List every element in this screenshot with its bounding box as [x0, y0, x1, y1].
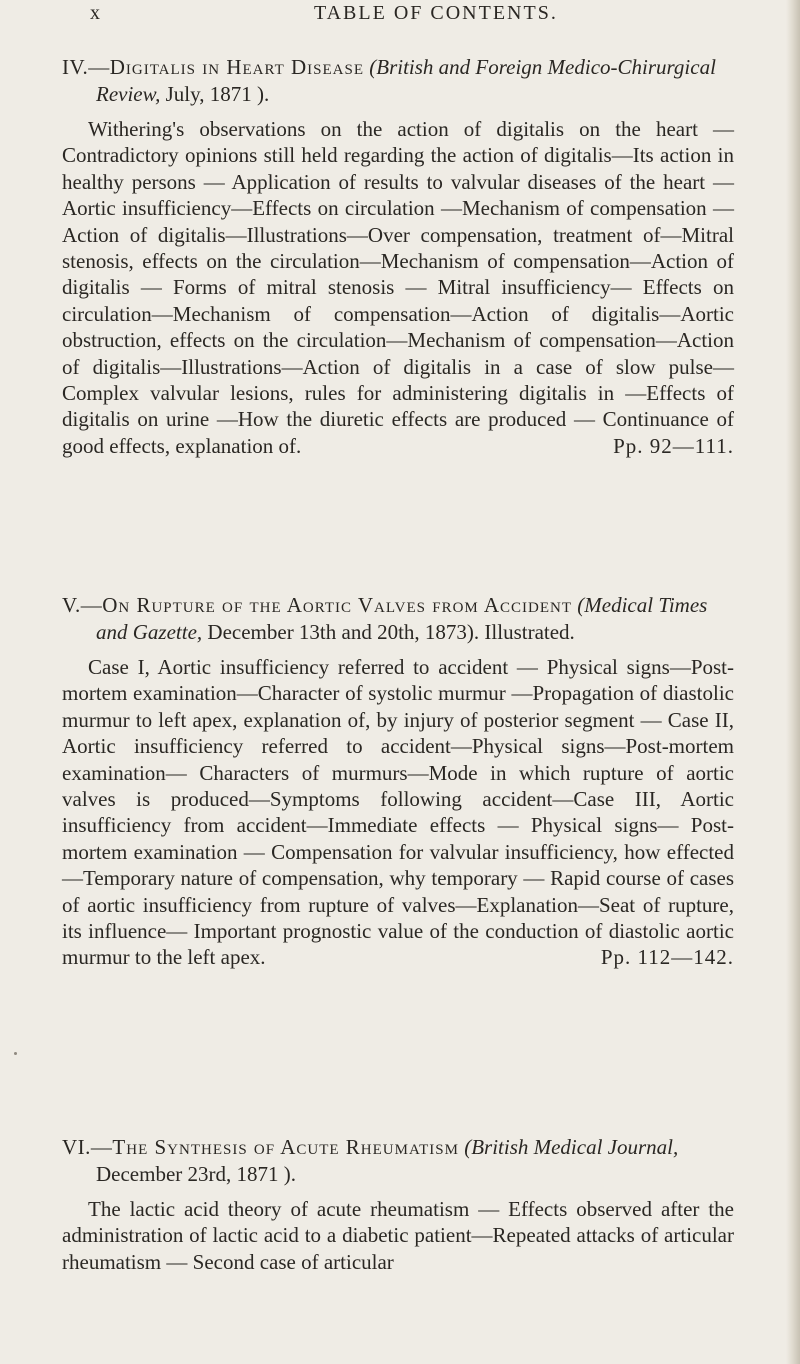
contents-entry-vi: [62, 1134, 734, 1275]
entry-heading: [62, 592, 734, 646]
section-numeral: IV.—: [62, 55, 110, 79]
section-source-date: December 13th and 20th, 1873). Illustrated.: [202, 620, 575, 644]
entry-heading: [62, 1134, 734, 1188]
entry-summary-text: The lactic acid theory of acute rheumatism — Effects observed after the administration of lactic acid to a diabetic patient—Repeated attacks of articular rheumatism — Second case of articular: [62, 1197, 734, 1274]
section-numeral: VI.—: [62, 1135, 113, 1159]
section-numeral: V.—: [62, 593, 103, 617]
contents-entry-v: [62, 592, 734, 971]
section-source: (Medical Times and Gazette,: [96, 593, 708, 644]
section-source-date: July, 1871 ).: [160, 82, 270, 106]
entry-summary-text: Withering's observations on the action of digitalis on the heart —Contradictory opinions still held regarding the action of digitalis—Its action in healthy persons — Application of results to valvular diseases of the heart —Aortic insufficiency—Effects on circulation —Mechanism of compensation — Action of digitalis—Illustrations—Over compensation, treatment of—Mitral stenosis, effects on the circulation—Mechanism of compensation—Action of digitalis — Forms of mitral stenosis — Mitral insufficiency— Effects on circulation—Mechanism of compensation—Action of digitalis—Aortic obstruction, effects on the circulation—Mechanism of compensation—Action of digitalis—Illustrations—Action of digitalis in a case of slow pulse—Complex valvular lesions, rules for administering digitalis in —Effects of digitalis on urine —How the diuretic effects are produced — Continuance of good effects, explanation of.: [62, 117, 734, 458]
section-title: On Rupture of the Aortic Valves from Accident: [102, 593, 573, 617]
page-edge-shadow: [786, 0, 800, 1364]
section-source: (British and Foreign Medico-Chirurgical Review,: [96, 55, 716, 106]
ink-speck: [14, 1052, 17, 1055]
entry-heading: [62, 54, 734, 108]
contents-entry-iv: [62, 54, 734, 459]
entry-summary: [62, 654, 734, 971]
entry-summary: [62, 1196, 734, 1275]
entry-summary: [62, 116, 734, 459]
section-source-date: December 23rd, 1871 ).: [96, 1162, 297, 1186]
section-title: The Synthesis of Acute Rheumatism: [112, 1135, 459, 1159]
page-range: Pp. 92—111.: [613, 433, 734, 458]
running-head: [0, 2, 786, 30]
page-marker: x: [90, 2, 101, 24]
entry-summary-text: Case I, Aortic insufficiency referred to accident — Physical signs—Post-mortem examination—Character of systolic murmur —Propagation of diastolic murmur to left apex, explanation of, by injury of posterior segment — Case II, Aortic insufficiency referred to accident—Physical signs—Post-mortem examination— Characters of murmurs—Mode in which rupture of aortic valves is produced—Symptoms following accident—Case III, Aortic insufficiency from accident—Immediate effects — Physical signs— Post-mortem examination — Compensation for valvular insufficiency, how effected—Temporary nature of compensation, why temporary — Rapid course of cases of aortic insufficiency from rupture of valves—Explanation—Seat of rupture, its influence— Important prognostic value of the conduction of diastolic aortic murmur to the left apex.: [62, 655, 734, 970]
section-source: (British Medical Journal,: [464, 1135, 679, 1159]
section-title: Digitalis in Heart Disease: [109, 55, 364, 79]
page-header-title: TABLE OF CONTENTS.: [314, 2, 558, 24]
page-range: Pp. 112—142.: [600, 945, 734, 970]
